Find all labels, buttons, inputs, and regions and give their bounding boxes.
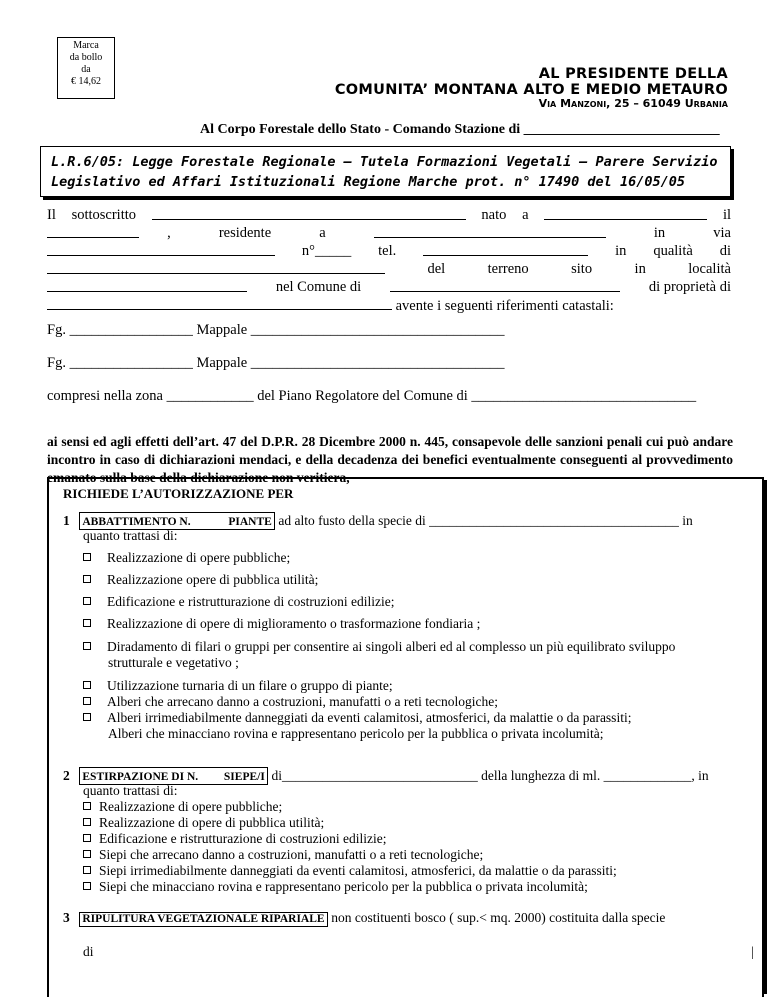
checkbox-icon[interactable] xyxy=(83,697,91,705)
option-item[interactable]: Diradamento di filari o gruppi per consentire ai singoli alberi ed al complesso un più equilibrato sviluppo xyxy=(83,639,675,655)
birthdate-field[interactable] xyxy=(47,225,139,238)
section-3-text: non costituenti bosco ( sup.< mq. 2000) costituita dalla specie xyxy=(331,910,666,925)
law-reference-box xyxy=(40,146,731,197)
addressee-address: Via Manzoni, 25 – 61049 Urbania xyxy=(538,97,728,110)
option-item[interactable]: Utilizzazione turnaria di un filare o gruppo di piante; xyxy=(83,678,393,694)
option-item[interactable]: Alberi irrimediabilmente danneggiati da eventi calamitosi, atmosferici, da malattie o da parassiti; xyxy=(83,710,631,726)
hedges-count-field[interactable] xyxy=(201,768,221,780)
declaration-text: ai sensi ed agli effetti dell’art. 47 del D.P.R. 28 Dicembre 2000 n. 445, consapevole delle sanzioni penali cui può andare incontro in caso di dichiarazioni mendaci, e della decadenza dei benefici eventualmente conseguenti al provvedimento emanato sulla base della dichiarazione non veritiera, xyxy=(47,434,733,485)
phone-field[interactable] xyxy=(423,243,588,256)
trees-count-field[interactable] xyxy=(193,513,225,525)
form-line-5: nel Comune di di proprietà di xyxy=(47,279,731,296)
birthplace-field[interactable] xyxy=(544,207,707,220)
option-item[interactable]: Realizzazione di opere di miglioramento o trasformazione fondiaria ; xyxy=(83,616,480,632)
zone-line[interactable]: compresi nella zona ____________ del Piano Regolatore del Comune di _______________________________ xyxy=(47,388,697,404)
line-end-mark: | xyxy=(751,944,754,959)
checkbox-icon[interactable] xyxy=(83,642,91,650)
option-item: Alberi che minacciano rovina e rappresentano pericolo per la pubblica o privata incolumità; xyxy=(108,726,604,741)
role-field[interactable] xyxy=(47,261,385,274)
owner-field[interactable] xyxy=(47,297,392,310)
checkbox-icon[interactable] xyxy=(83,681,91,689)
stamp-line: € 14,62 xyxy=(71,76,101,87)
form-line-1: Il sottoscritto nato a il xyxy=(47,207,731,223)
option-item[interactable]: Siepi irrimediabilmente danneggiati da eventi calamitosi, atmosferici, da malattie o da parassiti; xyxy=(83,863,617,879)
request-title: RICHIEDE L’AUTORIZZAZIONE PER xyxy=(63,486,294,501)
option-item[interactable]: Alberi che arrecano danno a costruzioni, manufatti o a reti tecnologiche; xyxy=(83,694,498,710)
addressee-institution: COMUNITA’ MONTANA ALTO E MEDIO METAURO xyxy=(334,82,728,98)
checkbox-icon[interactable] xyxy=(83,850,91,858)
checkbox-icon[interactable] xyxy=(83,597,91,605)
checkbox-icon[interactable] xyxy=(83,834,91,842)
street-number-field[interactable]: n°_____ xyxy=(301,243,352,259)
frame-shadow xyxy=(764,480,767,994)
cadastral-line-2[interactable]: Fg. _________________ Mappale ___________________________________ xyxy=(47,355,505,371)
cadastral-line-1[interactable]: Fg. _________________ Mappale ___________________________________ xyxy=(47,322,505,338)
option-item[interactable]: Realizzazione opere di pubblica utilità; xyxy=(83,572,318,588)
checkbox-icon[interactable] xyxy=(83,553,91,561)
section-2-text: di_____________________________ della lunghezza di ml. _____________, in xyxy=(271,768,709,783)
felling-label-box: ABBATTIMENTO N. PIANTE xyxy=(79,512,274,530)
option-item[interactable]: Edificazione e ristrutturazione di costruzioni edilizie; xyxy=(83,594,395,610)
option-item[interactable]: Edificazione e ristrutturazione di costruzioni edilizie; xyxy=(83,831,387,847)
section-number: 3 xyxy=(63,910,70,925)
option-item[interactable]: Realizzazione di opere di pubblica utilità; xyxy=(83,815,324,831)
section-number: 1 xyxy=(63,513,70,528)
form-line-3: n°_____ tel. in qualità di xyxy=(47,243,731,260)
section-3-text-cont: di xyxy=(83,944,94,959)
law-line-2: Legislativo ed Affari Istituzionali Regione Marche prot. n° 17490 del 16/05/05 xyxy=(51,174,685,190)
riparian-label-box: RIPULITURA VEGETAZIONALE RIPARIALE xyxy=(79,912,327,927)
option-item[interactable]: Siepi che arrecano danno a costruzioni, manufatti o a reti tecnologiche; xyxy=(83,847,483,863)
checkbox-icon[interactable] xyxy=(83,818,91,826)
forestry-station-line: Al Corpo Forestale dello Stato - Comando Stazione di ____________________________ xyxy=(200,122,720,137)
checkbox-icon[interactable] xyxy=(83,882,91,890)
checkbox-icon[interactable] xyxy=(83,713,91,721)
form-line-2: , residente a in via xyxy=(47,225,731,242)
checkbox-icon[interactable] xyxy=(83,802,91,810)
checkbox-icon[interactable] xyxy=(83,619,91,627)
section-3-header xyxy=(63,910,665,927)
section-1-text: ad alto fusto della specie di _____________________________________ in xyxy=(278,513,693,528)
section-number: 2 xyxy=(63,768,70,783)
municipality-field[interactable] xyxy=(390,279,620,292)
option-item[interactable]: Siepi che minacciano rovina e rappresentano pericolo per la pubblica o privata incolumità; xyxy=(83,879,588,895)
stamp-line: da xyxy=(81,64,91,75)
option-item[interactable]: Realizzazione di opere pubbliche; xyxy=(83,799,282,815)
section-1-text-cont: quanto trattasi di: xyxy=(83,528,178,543)
form-line-6: avente i seguenti riferimenti catastali: xyxy=(47,297,731,315)
addressee-title: AL PRESIDENTE DELLA xyxy=(538,66,728,82)
revenue-stamp-box xyxy=(57,37,115,99)
checkbox-icon[interactable] xyxy=(83,866,91,874)
locality-field[interactable] xyxy=(47,279,247,292)
name-field[interactable] xyxy=(152,207,466,220)
stamp-line: Marca xyxy=(73,40,99,51)
stamp-line: da bollo xyxy=(69,52,103,63)
option-item-cont: strutturale e vegetativo ; xyxy=(108,655,239,670)
option-item[interactable]: Realizzazione di opere pubbliche; xyxy=(83,550,290,566)
checkbox-icon[interactable] xyxy=(83,575,91,583)
section-2-text-cont: quanto trattasi di: xyxy=(83,783,178,798)
law-line-1: L.R.6/05: Legge Forestale Regionale – Tutela Formazioni Vegetali – Parere Servizio xyxy=(51,154,718,170)
extirpation-label-box: ESTIRPAZIONE DI N. SIEPE/I xyxy=(79,767,267,785)
form-line-4: del terreno sito in località xyxy=(47,261,731,278)
residence-field[interactable] xyxy=(374,225,606,238)
street-field[interactable] xyxy=(47,243,275,256)
